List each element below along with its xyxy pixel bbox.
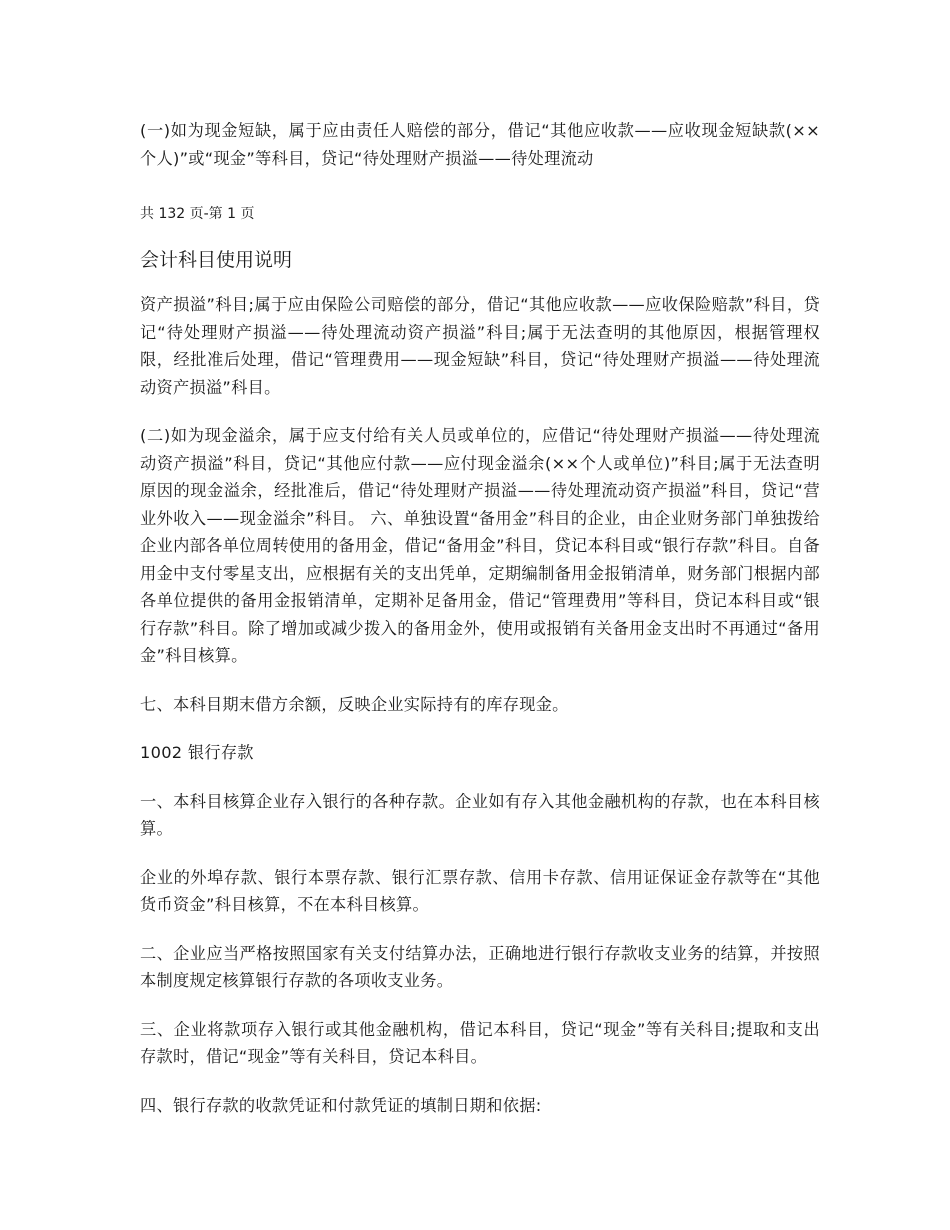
heading-bank-deposit: 1002 银行存款 [140, 743, 254, 762]
paragraph-settlement-rules: 二、企业应当严格按照国家有关支付结算办法，正确地进行银行存款收支业务的结算，并按照本制度规定核算银行存款的各项收支业务。 [140, 943, 820, 990]
paragraph-bank-deposit-scope: 一、本科目核算企业存入银行的各种存款。企业如有存入其他金融机构的存款，也在本科目核算。 [140, 791, 820, 838]
paragraph-shortage-continued: 资产损溢”科目;属于应由保险公司赔偿的部分，借记“其他应收款——应收保险赔款”科目，贷记“待处理财产损溢——待处理流动资产损溢”科目;属于无法查明的其他原因，根据管理权限，经批准后处理，借记“管理费用——现金短缺”科目，贷记“待处理财产损溢——待处理流动资产损溢”科目。 [140, 295, 820, 397]
section-title: 会计科目使用说明 [140, 249, 293, 271]
paragraph-cash-surplus: (二)如为现金溢余，属于应支付给有关人员或单位的，应借记“待处理财产损溢——待处理流动资产损溢”科目，贷记“其他应付款——应付现金溢余(××个人或单位)”科目;属于无法查明原因的现金溢余，经批准后，借记“待处理财产损溢——待处理流动资产损溢”科目，贷记“营业外收入——现金溢余”科目。 六、单独设置“备用金”科目的企业，由企业财务部门单独拨给企业内部各单位周转使用的备用金，借记“备用金”科目，贷记本科目或“银行存款”科目。自备用金中支付零星支出，应根据有关的支出凭单，定期编制备用金报销清单，财务部门根据内部各单位提供的备用金报销清单，定期补足备用金，借记“管理费用”等科目，贷记本科目或“银行存款”科目。除了增加或减少拨入的备用金外，使用或报销有关备用金支出时不再通过“备用金”科目核算。 [140, 426, 820, 665]
paragraph-ending-balance: 七、本科目期末借方余额，反映企业实际持有的库存现金。 [140, 694, 569, 714]
page-number-info: 共 132 页-第 1 页 [140, 206, 255, 222]
paragraph-cash-shortage: (一)如为现金短缺，属于应由责任人赔偿的部分，借记“其他应收款——应收现金短缺款(××个人)”或“现金”等科目，贷记“待处理财产损溢——待处理流动 [140, 121, 820, 168]
paragraph-voucher-dates: 四、银行存款的收款凭证和付款凭证的填制日期和依据: [140, 1095, 542, 1115]
paragraph-deposit-withdrawal: 三、企业将款项存入银行或其他金融机构，借记本科目，贷记“现金”等有关科目;提取和支出存款时，借记“现金”等有关科目，贷记本科目。 [140, 1019, 820, 1066]
paragraph-other-monetary-funds: 企业的外埠存款、银行本票存款、银行汇票存款、信用卡存款、信用证保证金存款等在“其他货币资金”科目核算，不在本科目核算。 [140, 867, 820, 914]
